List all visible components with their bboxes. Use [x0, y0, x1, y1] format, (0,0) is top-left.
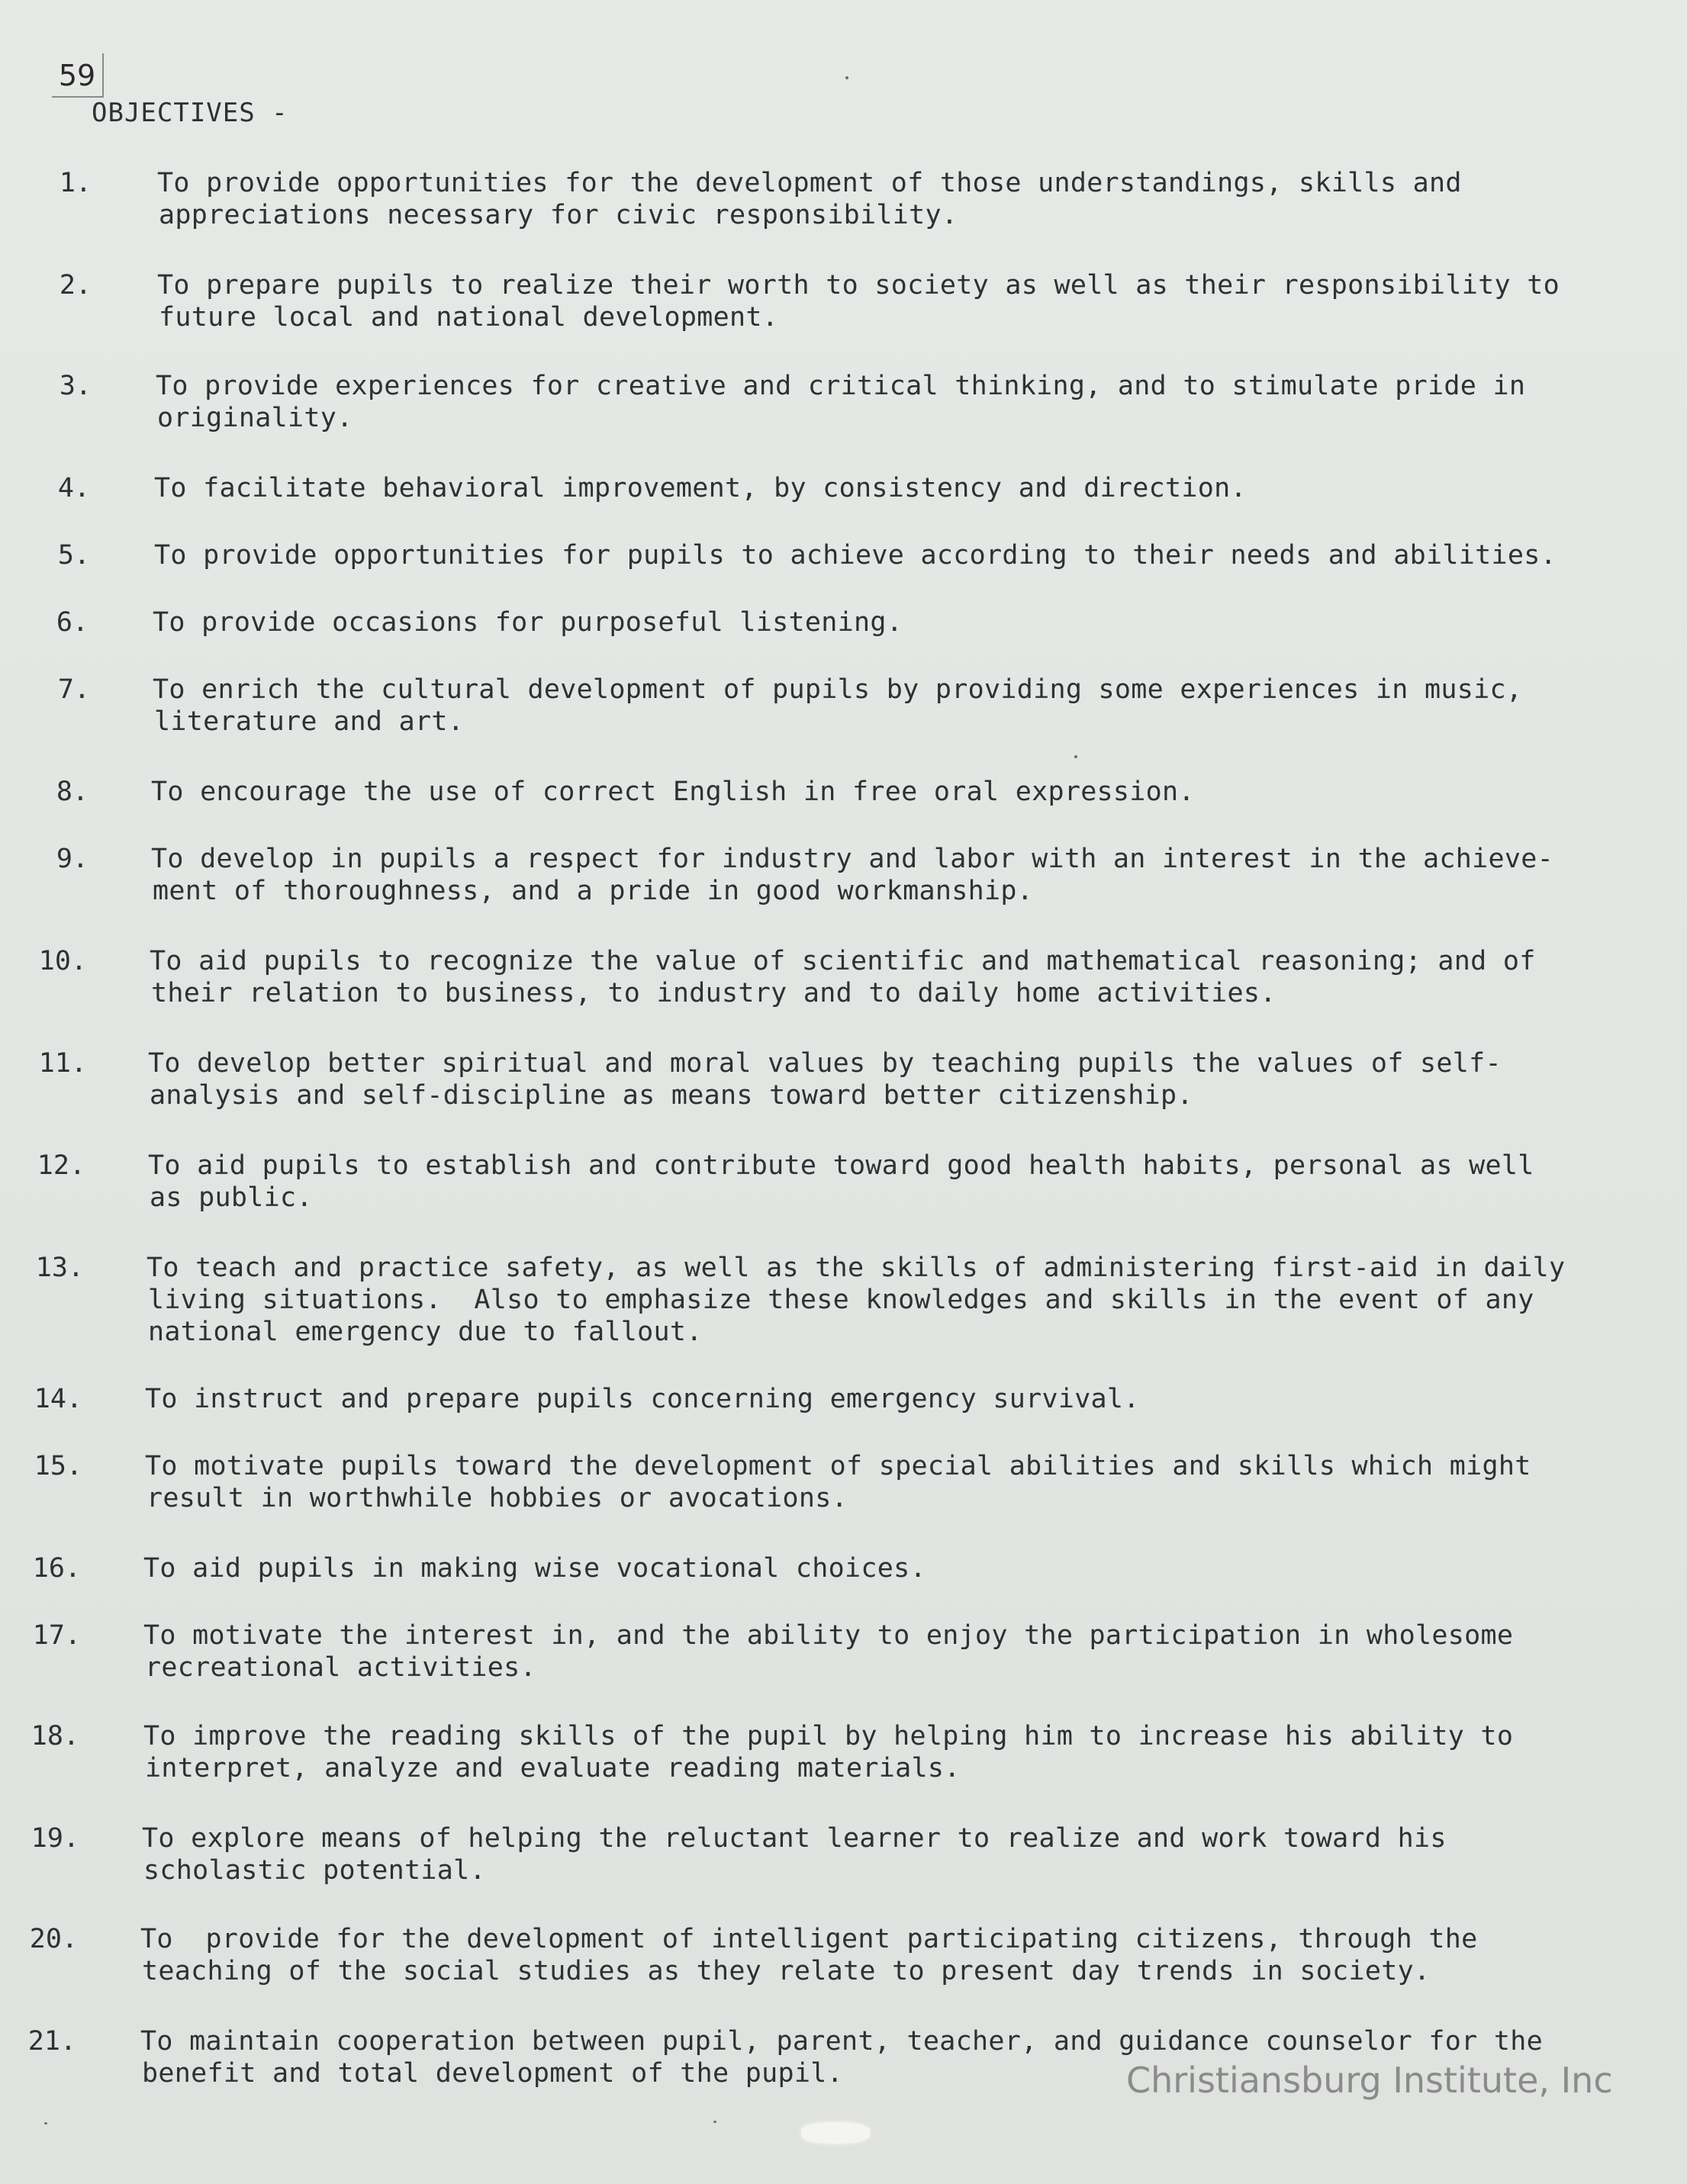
objective-text-line: To motivate pupils toward the development of special abilities and skills which might [145, 1451, 1531, 1481]
paper-smudge [801, 2122, 870, 2144]
objective-text-line: To motivate the interest in, and the ability to enjoy the participation in wholesome [143, 1620, 1514, 1651]
objective-text-line: living situations. Also to emphasize these knowledges and skills in the event of any [148, 1285, 1534, 1315]
objective-text-line: To encourage the use of correct English in free oral expression. [151, 777, 1195, 807]
objective-text-line: To teach and practice safety, as well as the skills of administering first-aid in daily [146, 1253, 1566, 1283]
objective-text-line: originality. [157, 403, 353, 433]
objective-number: 9. [56, 844, 89, 874]
objective-text-line: To provide opportunities for pupils to achieve according to their needs and abilities. [154, 540, 1557, 571]
objective-number: 18. [31, 1721, 79, 1751]
objective-number: 1. [59, 168, 92, 198]
objective-number: 16. [32, 1553, 81, 1584]
objective-number: 13. [35, 1253, 84, 1283]
objective-text-line: as public. [150, 1182, 313, 1213]
objective-text-line: To facilitate behavioral improvement, by consistency and direction. [154, 473, 1247, 503]
objective-text-line: To aid pupils to establish and contribute toward good health habits, personal as well [148, 1150, 1534, 1181]
objective-number: 20. [29, 1924, 78, 1954]
objective-number: 11. [38, 1048, 87, 1079]
objective-text-line: teaching of the social studies as they relate to present day trends in society. [142, 1956, 1431, 1986]
paper-speck [845, 76, 848, 79]
page-number: 59 [52, 53, 104, 98]
objective-text-line: national emergency due to fallout. [148, 1317, 703, 1347]
objective-text-line: benefit and total development of the pupil. [142, 2058, 843, 2089]
objective-number: 12. [37, 1150, 85, 1181]
objective-number: 6. [56, 607, 89, 638]
objective-text-line: appreciations necessary for civic responsibility. [159, 200, 958, 230]
objective-text-line: interpret, analyze and evaluate reading materials. [145, 1753, 961, 1784]
objective-number: 17. [32, 1620, 81, 1651]
objective-text-line: To develop in pupils a respect for industry and labor with an interest in the achieve- [151, 844, 1553, 874]
objective-text-line: To maintain cooperation between pupil, parent, teacher, and guidance counselor for the [140, 2026, 1543, 2057]
objective-number: 3. [59, 371, 92, 401]
objective-number: 5. [57, 540, 90, 571]
objective-number: 4. [57, 473, 90, 503]
paper-speck [44, 2122, 47, 2124]
objective-number: 14. [34, 1384, 82, 1414]
objective-text-line: their relation to business, to industry and to daily home activities. [151, 978, 1277, 1008]
objective-text-line: To provide opportunities for the development of those understandings, skills and [157, 168, 1462, 198]
paper-speck [1074, 755, 1077, 758]
objective-text-line: To prepare pupils to realize their worth to society as well as their responsibility to [157, 270, 1560, 301]
objective-number: 19. [31, 1823, 79, 1854]
objective-text-line: To provide experiences for creative and critical thinking, and to stimulate pride in [156, 371, 1526, 401]
objective-text-line: To provide occasions for purposeful listening. [153, 607, 903, 638]
objective-text-line: To develop better spiritual and moral values by teaching pupils the values of self- [148, 1048, 1502, 1079]
objective-number: 21. [27, 2026, 76, 2057]
paper-speck [713, 2121, 716, 2123]
objective-number: 2. [59, 270, 92, 301]
objective-text-line: ment of thoroughness, and a pride in good workmanship. [153, 876, 1034, 906]
objective-number: 10. [38, 946, 87, 976]
objective-number: 8. [56, 777, 89, 807]
objective-text-line: To explore means of helping the reluctant learner to realize and work toward his [142, 1823, 1447, 1854]
objective-text-line: future local and national development. [159, 302, 779, 333]
objective-text-line: To enrich the cultural development of pupils by providing some experiences in music, [153, 674, 1523, 705]
objective-text-line: literature and art. [154, 706, 465, 737]
objective-text-line: To provide for the development of intelligent participating citizens, through the [140, 1924, 1478, 1954]
objective-number: 15. [34, 1451, 82, 1481]
objective-text-line: To instruct and prepare pupils concerning emergency survival. [145, 1384, 1140, 1414]
objective-text-line: To aid pupils to recognize the value of scientific and mathematical reasoning; and of [150, 946, 1536, 976]
section-heading: OBJECTIVES - [92, 98, 288, 128]
archive-watermark: Christiansburg Institute, Inc [1126, 2060, 1613, 2101]
objective-text-line: analysis and self-discipline as means toward better citizenship. [150, 1080, 1193, 1111]
objective-text-line: To aid pupils in making wise vocational choices. [143, 1553, 926, 1584]
objective-text-line: To improve the reading skills of the pupil by helping him to increase his ability to [143, 1721, 1514, 1751]
objective-number: 7. [57, 674, 90, 705]
objective-text-line: recreational activities. [145, 1652, 536, 1683]
objective-text-line: scholastic potential. [143, 1855, 486, 1886]
objective-text-line: result in worthwhile hobbies or avocations. [146, 1483, 848, 1513]
